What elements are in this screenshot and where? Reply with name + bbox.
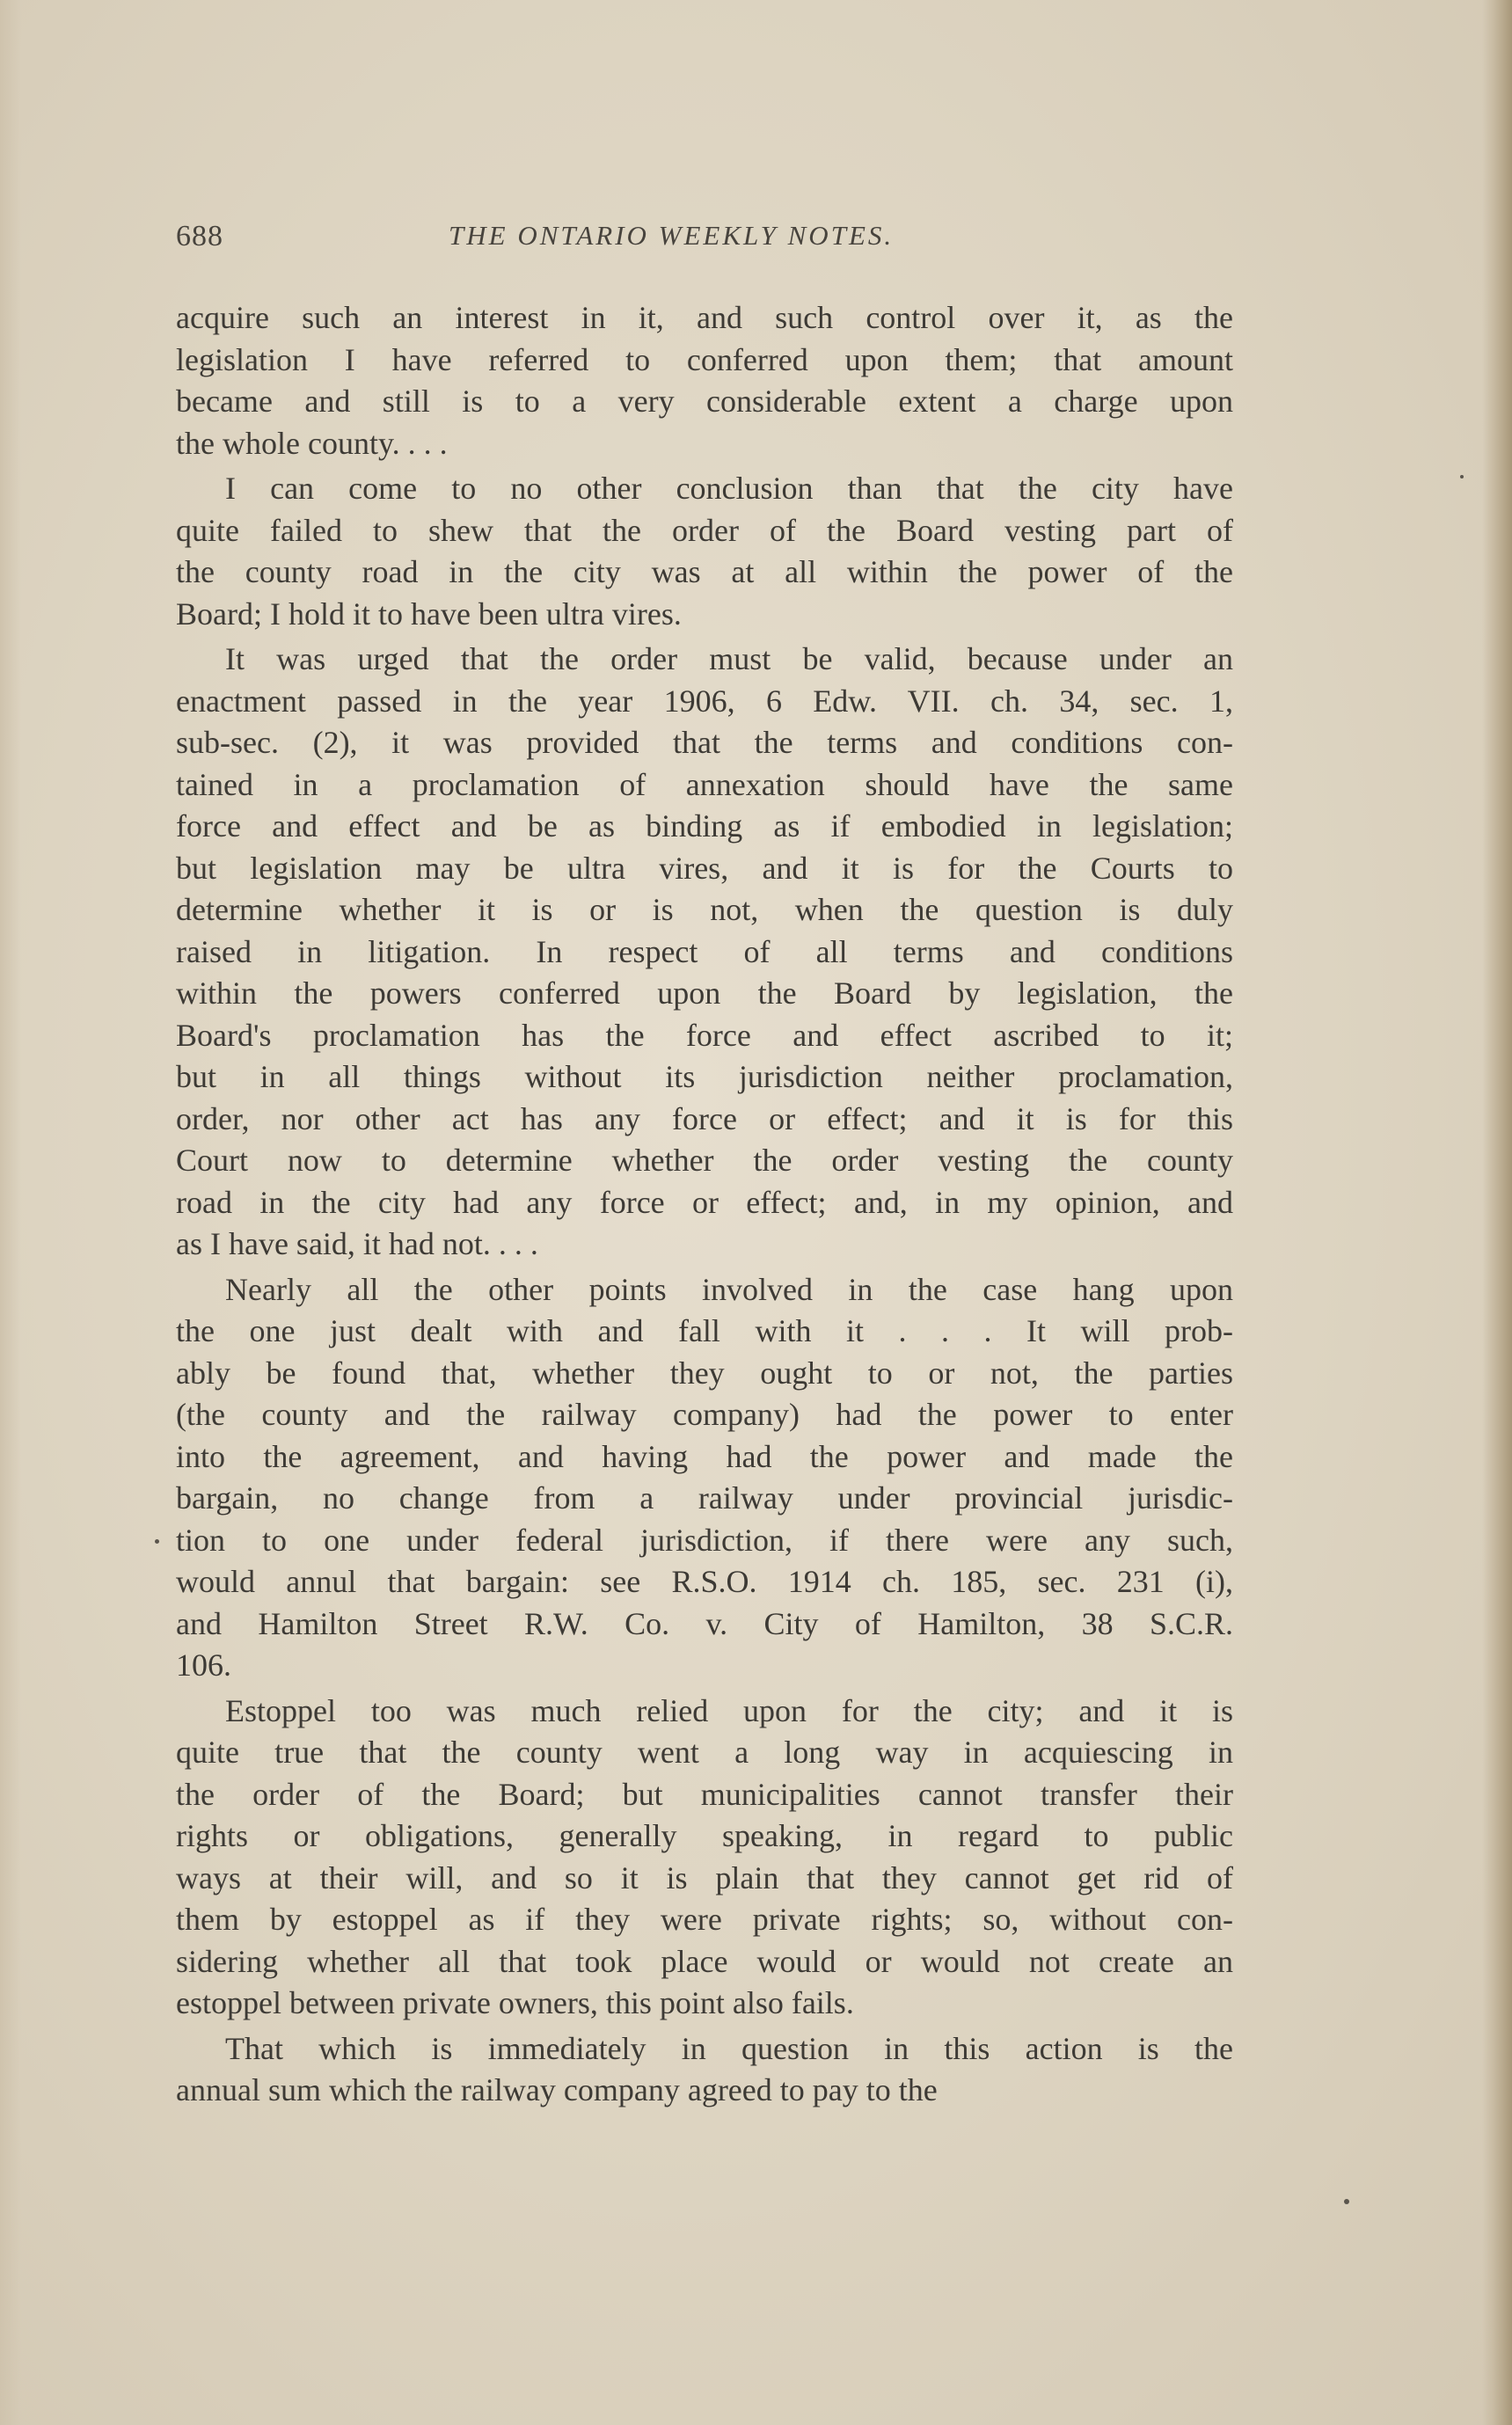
text-line: enactment passed in the year 1906, 6 Edw. VII. ch. 34, sec. 1, bbox=[176, 683, 1233, 719]
text-line: order, nor other act has any force or effect; and it is for this bbox=[176, 1100, 1233, 1136]
text-line: rights or obligations, generally speaking, in regard to public bbox=[176, 1818, 1233, 1853]
text-line: quite failed to shew that the order of the Board vesting part of bbox=[176, 512, 1233, 548]
text-line: the whole county. . . . bbox=[176, 425, 448, 461]
text-line: would annul that bargain: see R.S.O. 1914 ch. 185, sec. 231 (i), bbox=[176, 1564, 1233, 1599]
text-line: Nearly all the other points involved in the case hang upon bbox=[225, 1271, 1233, 1307]
text-line: within the powers conferred upon the Board by legislation, the bbox=[176, 975, 1233, 1011]
ink-speck bbox=[1460, 475, 1464, 478]
page-left-edge bbox=[0, 0, 21, 2425]
text-line: I can come to no other conclusion than that the city have bbox=[225, 471, 1233, 506]
text-line: them by estoppel as if they were private rights; so, without con- bbox=[176, 1902, 1233, 1937]
paragraph bbox=[176, 297, 1233, 464]
text-line: (the county and the railway company) had the power to enter bbox=[176, 1397, 1233, 1432]
running-title: THE ONTARIO WEEKLY NOTES. bbox=[449, 220, 895, 251]
text-line: Board's proclamation has the force and effect ascribed to it; bbox=[176, 1017, 1233, 1053]
text-line: as I have said, it had not. . . . bbox=[176, 1226, 538, 1261]
text-line: tion to one under federal jurisdiction, if there were any such, bbox=[176, 1522, 1233, 1558]
text-line: the order of the Board; but municipalities cannot transfer their bbox=[176, 1776, 1233, 1812]
text-line: It was urged that the order must be valid, because under an bbox=[225, 641, 1233, 676]
text-line: sub-sec. (2), it was provided that the terms and conditions con- bbox=[176, 725, 1233, 760]
text-line: road in the city had any force or effect; and, in my opinion, and bbox=[176, 1184, 1233, 1220]
text-line: legislation I have referred to conferred upon them; that amount bbox=[176, 341, 1233, 377]
text-line: ways at their will, and so it is plain that they cannot get rid of bbox=[176, 1859, 1233, 1895]
ink-speck bbox=[1344, 2199, 1349, 2204]
page-right-edge bbox=[1482, 0, 1512, 2425]
text-line: sidering whether all that took place would or would not create an bbox=[176, 1943, 1233, 1979]
text-line: the one just dealt with and fall with it . . . It will prob- bbox=[176, 1313, 1233, 1348]
paragraph bbox=[176, 1269, 1233, 1687]
text-line: quite true that the county went a long way in acquiescing in bbox=[176, 1735, 1233, 1770]
text-line: acquire such an interest in it, and such control over it, as the bbox=[176, 300, 1233, 335]
page-header bbox=[176, 220, 1233, 255]
text-line: Board; I hold it to have been ultra vires. bbox=[176, 595, 682, 632]
paragraph bbox=[176, 1691, 1233, 2025]
paragraph bbox=[176, 468, 1233, 635]
page-number: 688 bbox=[176, 220, 223, 252]
text-line: determine whether it is or is not, when the question is duly bbox=[176, 892, 1233, 927]
text-line: raised in litigation. In respect of all terms and conditions bbox=[176, 933, 1233, 969]
text-line: That which is immediately in question in this action is the bbox=[225, 2030, 1233, 2066]
text-line: tained in a proclamation of annexation should have the same bbox=[176, 766, 1233, 802]
text-line: and Hamilton Street R.W. Co. v. City of Hamilton, 38 S.C.R. bbox=[176, 1605, 1233, 1641]
text-line: bargain, no change from a railway under provincial jurisdic- bbox=[176, 1480, 1233, 1516]
paragraph bbox=[176, 2028, 1233, 2112]
text-line: Estoppel too was much relied upon for the city; and it is bbox=[225, 1692, 1233, 1728]
text-line: Court now to determine whether the order vesting the county bbox=[176, 1143, 1233, 1178]
text-line: became and still is to a very considerable extent a charge upon bbox=[176, 383, 1233, 419]
text-line: into the agreement, and having had the power and made the bbox=[176, 1438, 1233, 1474]
text-line: 106. bbox=[176, 1647, 231, 1683]
text-line: estoppel between private owners, this point also fails. bbox=[176, 1985, 854, 2020]
text-line: annual sum which the railway company agreed to pay to the bbox=[176, 2072, 938, 2107]
text-line: ably be found that, whether they ought to or not, the parties bbox=[176, 1355, 1233, 1391]
text-line: force and effect and be as binding as if embodied in legislation; bbox=[176, 808, 1233, 844]
ink-speck bbox=[155, 1539, 159, 1544]
text-line: but in all things without its jurisdiction neither proclamation, bbox=[176, 1059, 1233, 1094]
text-line: the county road in the city was at all within the power of the bbox=[176, 554, 1233, 589]
paragraph bbox=[176, 639, 1233, 1266]
text-line: but legislation may be ultra vires, and it is for the Courts to bbox=[176, 850, 1233, 886]
body-text bbox=[176, 297, 1233, 2112]
